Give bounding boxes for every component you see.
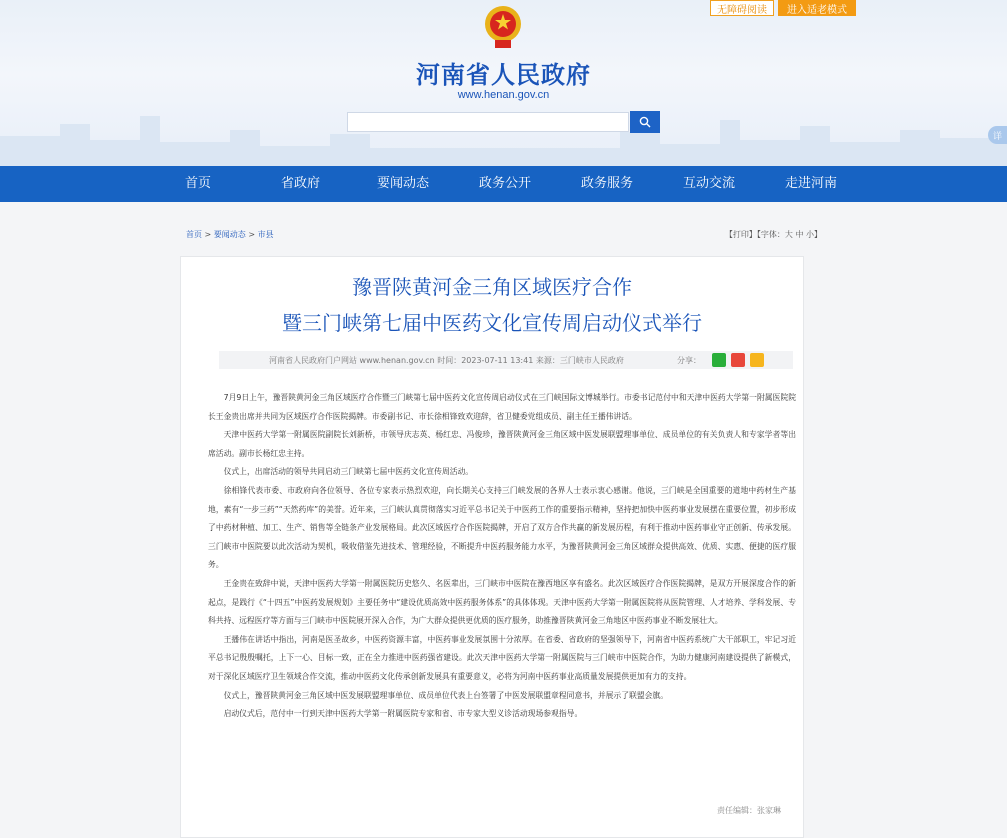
article-paragraph: 7月9日上午，豫晋陕黄河金三角区域医疗合作暨三门峡第七届中医药文化宣传周启动仪式在三门峡国际文博城举行。市委书记范付中和天津中医药大学第一附属医院院长王金贵出席并共同为区域医疗合作医院揭牌。市委副书记、市长徐相锋致欢迎辞，省卫健委党组成员、副主任王播伟讲话。 xyxy=(208,393,796,421)
search-button[interactable] xyxy=(630,111,660,133)
search-icon xyxy=(639,116,651,128)
article-paragraph: 王播伟在讲话中指出，河南是医圣故乡，中医药资源丰富，中医药事业发展氛围十分浓厚。在省委、省政府的坚强领导下，河南省中医药系统广大干部职工，牢记习近平总书记殷殷嘱托，上下一心、目标一致，正在全力推进中医药强省建设。此次天津中医药大学第一附属医院与三门峡市中医院合作，为助力健康河南建设提供了新模式，对于深化区域医疗卫生领域合作交流，推动中医药文化传承创新发展具有重要意义，必将为河南中医药事业高质量发展提供更加有力的支持。 xyxy=(208,634,796,681)
site-title: 河南省人民政府 xyxy=(416,61,591,89)
nav-item-open-gov[interactable]: 政务公开 xyxy=(479,176,532,191)
article-paragraph: 仪式上，出席活动的领导共同启动三门峡第七届中医药文化宣传周活动。 xyxy=(223,467,474,477)
print-font-tools[interactable]: 【打印】【字体：大 中 小】 xyxy=(724,230,822,239)
article-meta-bar xyxy=(219,351,793,369)
article-paragraph: 天津中医药大学第一附属医院副院长刘新桥，市领导庆志英、杨红忠、冯俊珍，豫晋陕黄河金三角区域中医发展联盟理事单位、成员单位的有关负责人和专家学者等出席活动。副市长杨红忠主持。 xyxy=(208,430,796,458)
site-header xyxy=(0,0,1007,166)
breadcrumb-news[interactable]: 要闻动态 xyxy=(213,230,246,239)
site-url: www.henan.gov.cn xyxy=(457,89,550,101)
article-paragraph: 徐相锋代表市委、市政府向各位领导、各位专家表示热烈欢迎，向长期关心支持三门峡发展的各界人士表示衷心感谢。他说，三门峡是全国重要的道地中药材生产基地，素有“一步三药”“天然药库”的美誉。近年来，三门峡认真贯彻落实习近平总书记关于中医药工作的重要指示精神，坚持把加快中医药事业发展摆在重要位置，初步形成了中药材种植、加工、生产、销售等全链条产业发展格局。此次区域医疗合作医院揭牌，开启了双方合作共赢的新发展历程，有利于推动中医药事业守正创新、传承发展。三门峡市中医院要以此次活动为契机，吸收借鉴先进技术、管理经验，不断提升中医药服务能力水平，为豫晋陕黄河金三角区域群众提供高效、优质、实惠、便捷的医疗服务。 xyxy=(208,485,796,570)
breadcrumb xyxy=(186,229,822,243)
article-title-line1: 豫晋陕黄河金三角区域医疗合作 xyxy=(352,275,632,299)
responsible-editor: 责任编辑：张家琳 xyxy=(717,806,781,815)
breadcrumb-separator: > xyxy=(202,230,214,239)
nav-item-news[interactable]: 要闻动态 xyxy=(377,176,430,191)
breadcrumb-county[interactable]: 市县 xyxy=(257,230,274,239)
article-paragraph: 启动仪式后，范付中一行到天津中医药大学第一附属医院专家和省、市专家大型义诊活动现场参观指导。 xyxy=(223,709,583,719)
side-tab[interactable]: 详 xyxy=(988,126,1007,144)
nav-item-interaction[interactable]: 互动交流 xyxy=(683,176,736,191)
article-paragraph: 仪式上，豫晋陕黄河金三角区域中医发展联盟理事单位、成员单位代表上台签署了中医发展联盟章程同意书，并展示了联盟会旗。 xyxy=(223,690,669,700)
elder-mode-button[interactable]: 进入适老模式 xyxy=(778,0,856,16)
nav-item-about-henan[interactable]: 走进河南 xyxy=(785,176,838,191)
article-meta: 河南省人民政府门户网站 www.henan.gov.cn 时间：2023-07-11 13:41 来源：三门峡市人民政府 xyxy=(269,356,624,365)
accessibility-button[interactable]: 无障碍阅读 xyxy=(710,0,774,16)
weibo-share-icon[interactable] xyxy=(731,353,745,367)
article-title-line2: 暨三门峡第七届中医药文化宣传周启动仪式举行 xyxy=(282,311,702,335)
nav-item-home[interactable]: 首页 xyxy=(185,176,212,191)
national-emblem-icon xyxy=(483,4,523,50)
article-paragraph: 王金贵在致辞中说，天津中医药大学第一附属医院历史悠久、名医辈出，三门峡市中医院在豫西地区享有盛名。此次区域医疗合作医院揭牌，是双方开展深度合作的新起点，是践行《“十四五”中医药发展规划》主要任务中“建设优质高效中医药服务体系”的具体体现。天津中医药大学第一附属医院将从医院管理、人才培养、学科发展、专科共持、远程医疗等方面与三门峡市中医院展开深入合作，为广大群众提供更优质的医疗服务，助推豫晋陕黄河金三角地区中医药事业不断发展壮大。 xyxy=(208,578,796,626)
search-input[interactable] xyxy=(347,112,629,132)
article-card xyxy=(180,256,804,838)
qzone-share-icon[interactable] xyxy=(750,353,764,367)
wechat-share-icon[interactable] xyxy=(712,353,726,367)
nav-item-services[interactable]: 政务服务 xyxy=(581,176,634,191)
main-nav xyxy=(0,166,1007,202)
breadcrumb-separator: > xyxy=(245,230,258,239)
breadcrumb-home[interactable]: 首页 xyxy=(186,230,202,239)
share-label: 分享： xyxy=(677,356,701,365)
nav-item-province-gov[interactable]: 省政府 xyxy=(281,176,321,191)
article-body xyxy=(208,389,796,724)
